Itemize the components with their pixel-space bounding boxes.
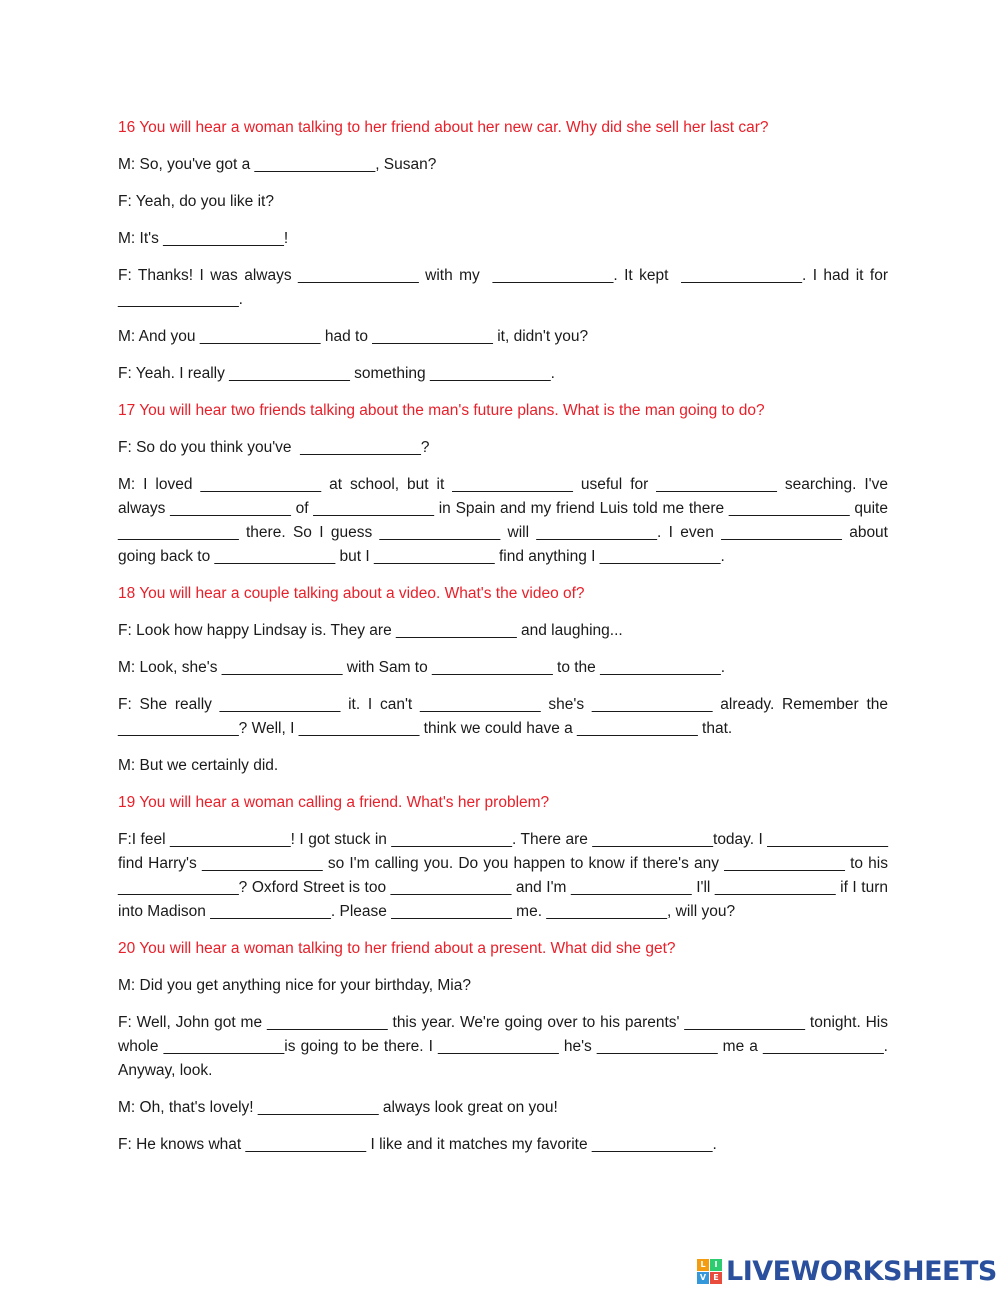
dialogue-line: M: Look, she's ______________ with Sam to ______________ to the ______________.: [118, 659, 726, 676]
worksheet: [118, 116, 893, 1170]
dialogue-line: F: Yeah. I really ______________ something ______________.: [118, 365, 555, 382]
logo-blocks-icon: [697, 1259, 722, 1284]
dialogue-line: F: Yeah, do you like it?: [118, 193, 274, 210]
liveworksheets-logo: [697, 1256, 997, 1286]
question-19: [118, 791, 893, 924]
logo-block: I: [710, 1259, 722, 1271]
dialogue-line: F:I feel ______________! I got stuck in ______________. There are ______________today. I ______________ find Harry's ______________ so I'm calling you. Do you happen to know if there's any ______________ to his ______________? Oxford Street is too ______________ and I'm ______________ I'll ______________ if I turn into Madison ______________. Please ______________ me. ______________, will you?: [118, 831, 893, 920]
question-20: [118, 937, 893, 1157]
dialogue-line: F: He knows what ______________ I like and it matches my favorite ______________.: [118, 1136, 717, 1153]
dialogue-line: M: I loved ______________ at school, but it ______________ useful for ______________ searching. I've always ______________ of ______________ in Spain and my friend Luis told me there ______________ quite ______________ there. So I guess ______________ will ______________. I even ______________ about going back to ______________ but I ______________ find anything I ______________.: [118, 476, 893, 565]
dialogue-line: M: But we certainly did.: [118, 757, 279, 774]
question-heading: 20 You will hear a woman talking to her friend about a present. What did she get?: [118, 940, 676, 957]
dialogue-line: M: So, you've got a ______________, Susan?: [118, 156, 437, 173]
dialogue-line: F: Look how happy Lindsay is. They are ______________ and laughing...: [118, 622, 623, 639]
dialogue-line: F: Thanks! I was always ______________ with my ______________. It kept ______________. I had it for ______________.: [118, 267, 893, 308]
dialogue-line: M: It's ______________!: [118, 230, 289, 247]
question-18: [118, 582, 893, 778]
question-heading: 16 You will hear a woman talking to her friend about her new car. Why did she sell her last car?: [118, 119, 769, 136]
question-16: [118, 116, 893, 386]
logo-block: L: [697, 1259, 709, 1271]
question-heading: 18 You will hear a couple talking about a video. What's the video of?: [118, 585, 585, 602]
dialogue-line: M: And you ______________ had to ______________ it, didn't you?: [118, 328, 589, 345]
dialogue-line: M: Oh, that's lovely! ______________ always look great on you!: [118, 1099, 558, 1116]
dialogue-line: F: Well, John got me ______________ this year. We're going over to his parents' ______________ tonight. His whole ______________is going to be there. I ______________ he's ______________ me a ______________. Anyway, look.: [118, 1014, 893, 1079]
logo-block: V: [697, 1272, 709, 1284]
dialogue-line: F: So do you think you've ______________?: [118, 439, 430, 456]
question-heading: 17 You will hear two friends talking about the man's future plans. What is the man going to do?: [118, 402, 765, 419]
logo-text: LIVEWORKSHEETS: [726, 1255, 997, 1287]
question-17: [118, 399, 893, 569]
question-heading: 19 You will hear a woman calling a friend. What's her problem?: [118, 794, 550, 811]
dialogue-line: M: Did you get anything nice for your birthday, Mia?: [118, 977, 471, 994]
logo-block: E: [710, 1272, 722, 1284]
dialogue-line: F: She really ______________ it. I can't ______________ she's ______________ already. Remember the ______________? Well, I ______________ think we could have a ______________ that.: [118, 696, 893, 737]
